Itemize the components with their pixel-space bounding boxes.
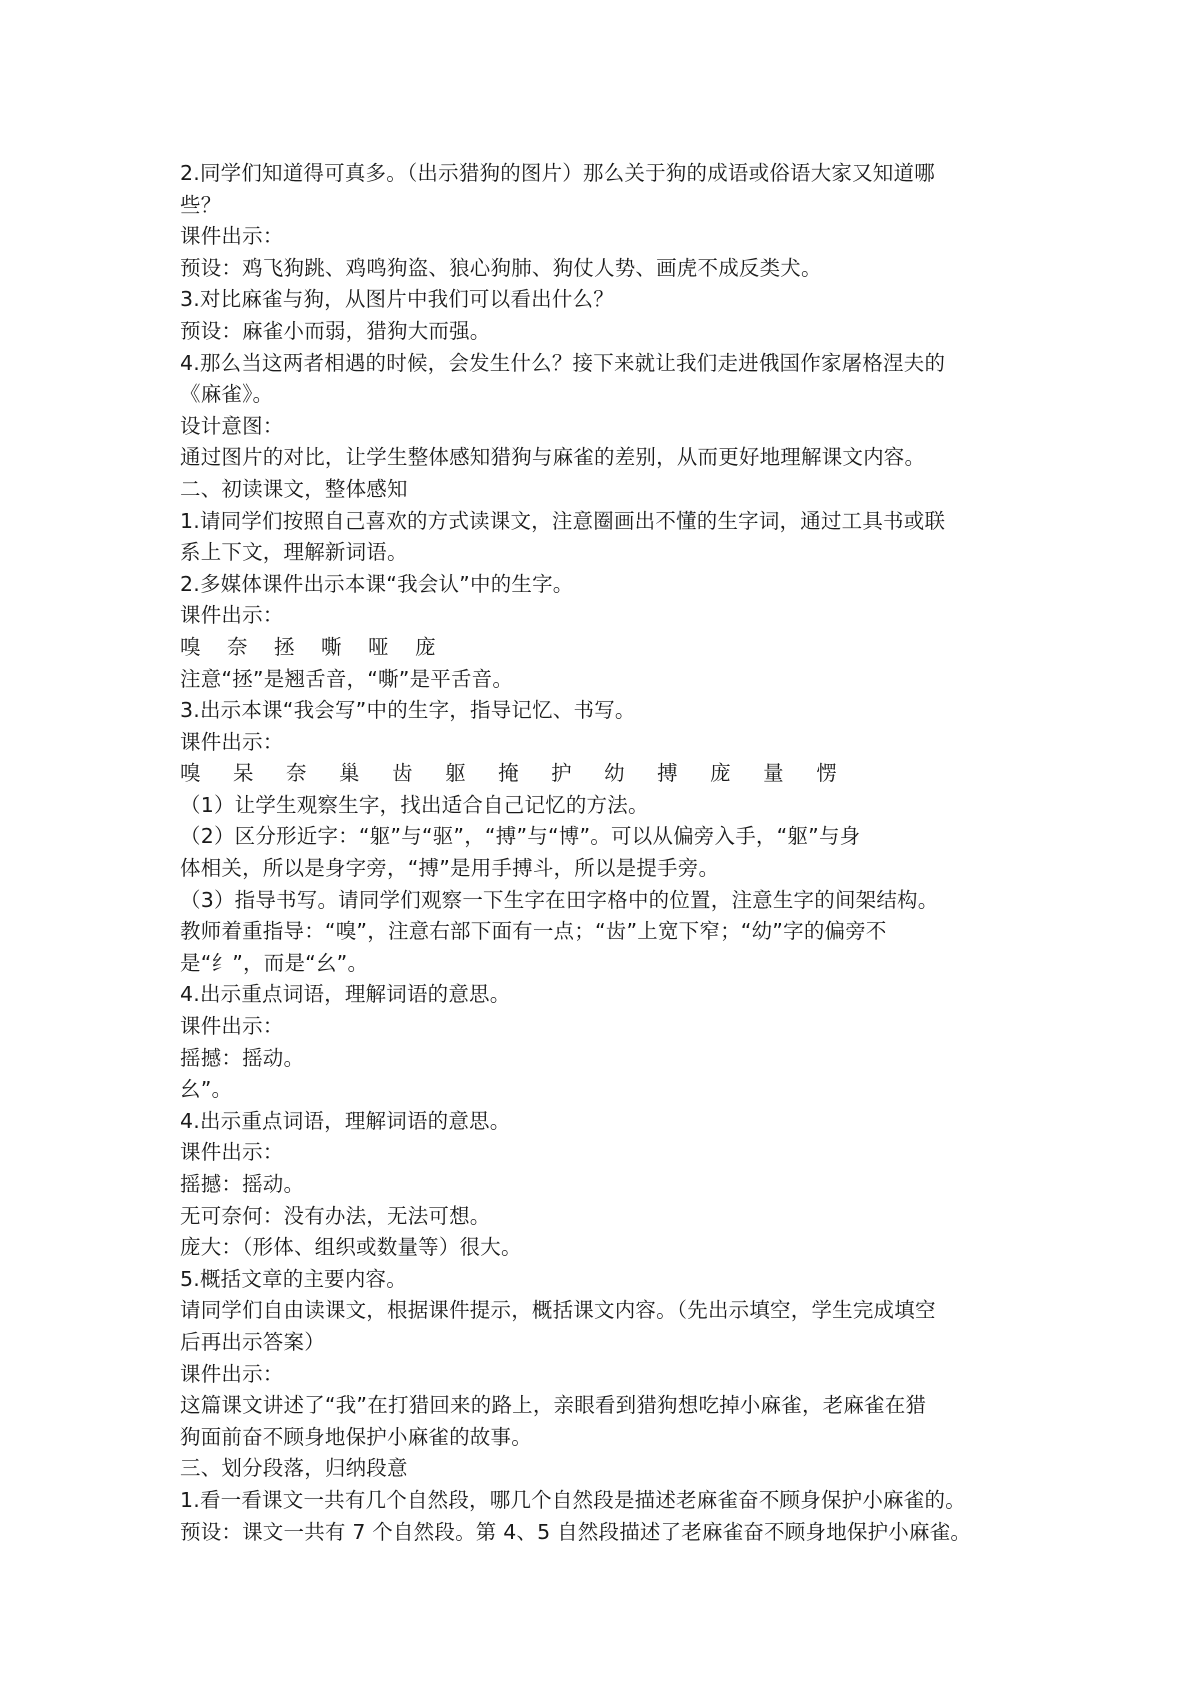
text-line: 课件出示： <box>180 729 284 754</box>
text-line: 1.请同学们按照自己喜欢的方式读课文，注意圈画出不懂的生字词，通过工具书或联 <box>180 508 946 533</box>
text-line: 后再出示答案） <box>180 1329 325 1354</box>
section-heading: 三、划分段落，归纳段意 <box>180 1456 408 1481</box>
text-line: 摇撼：摇动。 <box>180 1045 305 1070</box>
text-line: 摇撼：摇动。 <box>180 1172 305 1196</box>
text-line: 幺”。 <box>180 1077 233 1102</box>
text-line: 是“纟”，而是“幺”。 <box>180 950 369 975</box>
text-line: 3.出示本课“我会写”中的生字，指导记忆、书写。 <box>180 698 636 723</box>
text-line: 1.看一看课文一共有几个自然段，哪几个自然段是描述老麻雀奋不顾身保护小麻雀的。 <box>180 1487 966 1512</box>
text-line: 庞大：（形体、组织或数量等）很大。 <box>180 1235 522 1260</box>
text-line: 4.出示重点词语，理解词语的意思。 <box>180 1108 511 1133</box>
character-list: 嗅 呆 奈 巢 齿 躯 掩 护 幼 搏 庞 量 愣 <box>180 761 850 786</box>
text-line: （3）指导书写。请同学们观察一下生字在田字格中的位置，注意生字的间架结构。 <box>180 887 939 912</box>
text-line: 预设：课文一共有 7 个自然段。第 4、5 自然段描述了老麻雀奋不顾身地保护小麻雀。 <box>180 1519 972 1544</box>
text-line: 注意“拯”是翘舌音，“嘶”是平舌音。 <box>180 666 514 691</box>
text-line: 请同学们自由读课文，根据课件提示，概括课文内容。（先出示填空，学生完成填空 <box>180 1298 936 1323</box>
text-line: 课件出示： <box>180 224 284 249</box>
text-line: （2）区分形近字：“躯”与“驱”，“搏”与“博”。可以从偏旁入手，“躯”与身 <box>180 824 861 849</box>
text-line: 4.出示重点词语，理解词语的意思。 <box>180 982 511 1007</box>
text-line: （1）让学生观察生字，找出适合自己记忆的方法。 <box>180 792 649 817</box>
text-line: 通过图片的对比，让学生整体感知猎狗与麻雀的差别，从而更好地理解课文内容。 <box>180 445 926 470</box>
text-line: 体相关，所以是身字旁，“搏”是用手搏斗，所以是提手旁。 <box>180 856 720 881</box>
text-line: 些？ <box>180 192 222 217</box>
document-body <box>180 158 1018 1548</box>
text-line: 狗面前奋不顾身地保护小麻雀的故事。 <box>180 1424 532 1449</box>
text-line: 2.多媒体课件出示本课“我会认”中的生字。 <box>180 571 574 596</box>
text-line: 预设：麻雀小而弱，猎狗大而强。 <box>180 318 491 343</box>
character-list: 嗅 奈 拯 嘶 哑 庞 <box>180 634 446 659</box>
text-line: 预设：鸡飞狗跳、鸡鸣狗盗、狼心狗肺、狗仗人势、画虎不成反类犬。 <box>180 255 822 280</box>
text-line: 无可奈何：没有办法，无法可想。 <box>180 1203 491 1228</box>
text-line: 《麻雀》。 <box>180 382 274 407</box>
text-line: 教师着重指导：“嗅”，注意右部下面有一点；“齿”上宽下窄；“幼”字的偏旁不 <box>180 919 887 944</box>
text-line: 课件出示： <box>180 1361 284 1386</box>
section-heading: 二、初读课文，整体感知 <box>180 476 408 501</box>
text-line: 课件出示： <box>180 1014 284 1039</box>
text-line: 课件出示： <box>180 603 284 628</box>
text-line: 课件出示： <box>180 1140 284 1165</box>
text-line: 设计意图： <box>180 413 284 438</box>
text-line: 系上下文，理解新词语。 <box>180 540 408 565</box>
text-line: 3.对比麻雀与狗，从图片中我们可以看出什么？ <box>180 287 614 312</box>
text-line: 4.那么当这两者相遇的时候，会发生什么？接下来就让我们走进俄国作家屠格涅夫的 <box>180 350 946 375</box>
text-line: 2.同学们知道得可真多。（出示猎狗的图片）那么关于狗的成语或俗语大家又知道哪 <box>180 161 935 185</box>
text-line: 这篇课文讲述了“我”在打猎回来的路上，亲眼看到猎狗想吃掉小麻雀，老麻雀在猎 <box>180 1393 927 1418</box>
text-line: 5.概括文章的主要内容。 <box>180 1266 407 1291</box>
